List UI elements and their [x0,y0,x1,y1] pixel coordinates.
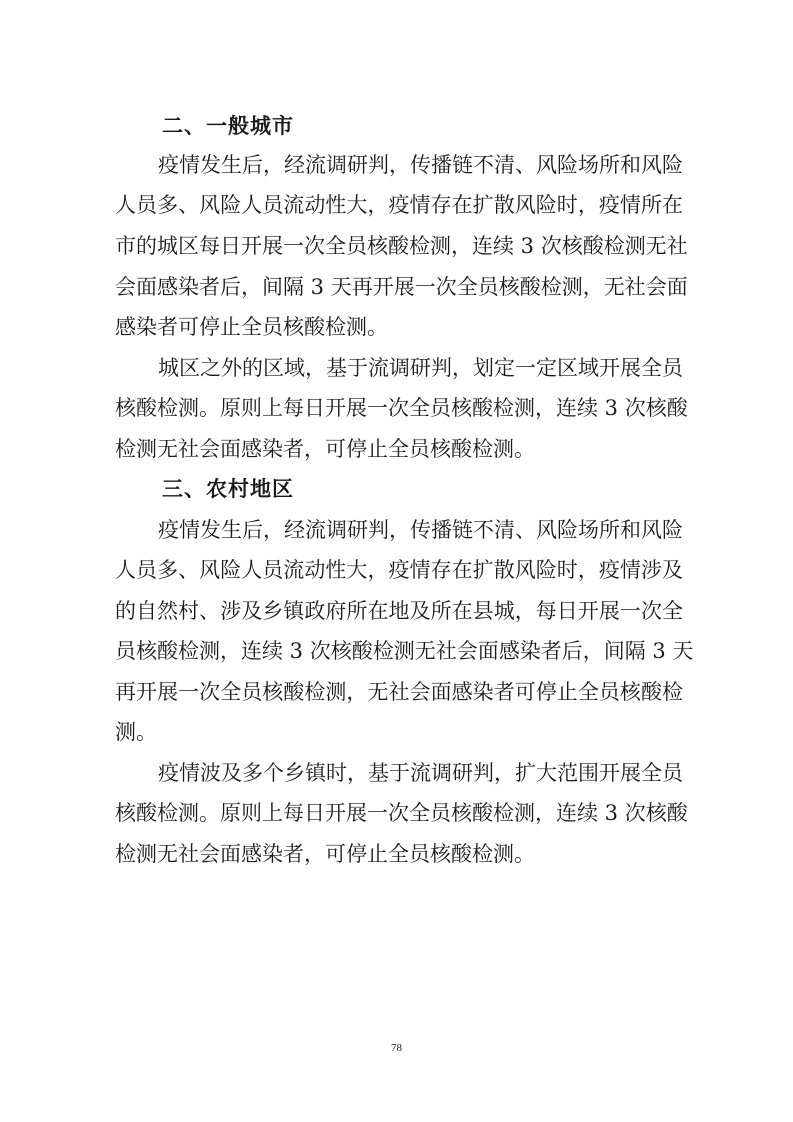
paragraph-line: 人员多、风险人员流动性大，疫情存在扩散风险时，疫情所在 [115,193,683,217]
paragraph-line: 检测无社会面感染者，可停止全员核酸检测。 [115,842,535,866]
page-number: 78 [391,1042,402,1054]
paragraph-line: 核酸检测。原则上每日开展一次全员核酸检测，连续 3 次核酸 [115,801,688,825]
section-heading-rural-areas: 三、农村地区 [162,477,294,501]
paragraph-line: 的自然村、涉及乡镇政府所在地及所在县城，每日开展一次全 [115,599,683,623]
paragraph-line: 核酸检测。原则上每日开展一次全员核酸检测，连续 3 次核酸 [115,396,688,420]
section-heading-general-city: 二、一般城市 [162,114,294,138]
paragraph-line: 测。 [115,720,157,744]
paragraph-line: 疫情波及多个乡镇时，基于流调研判，扩大范围开展全员 [158,761,683,785]
paragraph-line: 会面感染者后，间隔 3 天再开展一次全员核酸检测，无社会面 [115,275,688,299]
paragraph-line: 再开展一次全员核酸检测，无社会面感染者可停止全员核酸检 [115,680,683,704]
paragraph-line: 检测无社会面感染者，可停止全员核酸检测。 [115,437,535,461]
paragraph-line: 疫情发生后，经流调研判，传播链不清、风险场所和风险 [158,518,683,542]
paragraph-line: 市的城区每日开展一次全员核酸检测，连续 3 次核酸检测无社 [115,234,688,258]
paragraph-line: 疫情发生后，经流调研判，传播链不清、风险场所和风险 [158,153,683,177]
paragraph-line: 城区之外的区域，基于流调研判，划定一定区域开展全员 [158,356,683,380]
paragraph-line: 员核酸检测，连续 3 次核酸检测无社会面感染者后，间隔 3 天 [115,639,694,663]
paragraph-line: 人员多、风险人员流动性大，疫情存在扩散风险时，疫情涉及 [115,558,683,582]
paragraph-line: 感染者可停止全员核酸检测。 [115,315,388,339]
